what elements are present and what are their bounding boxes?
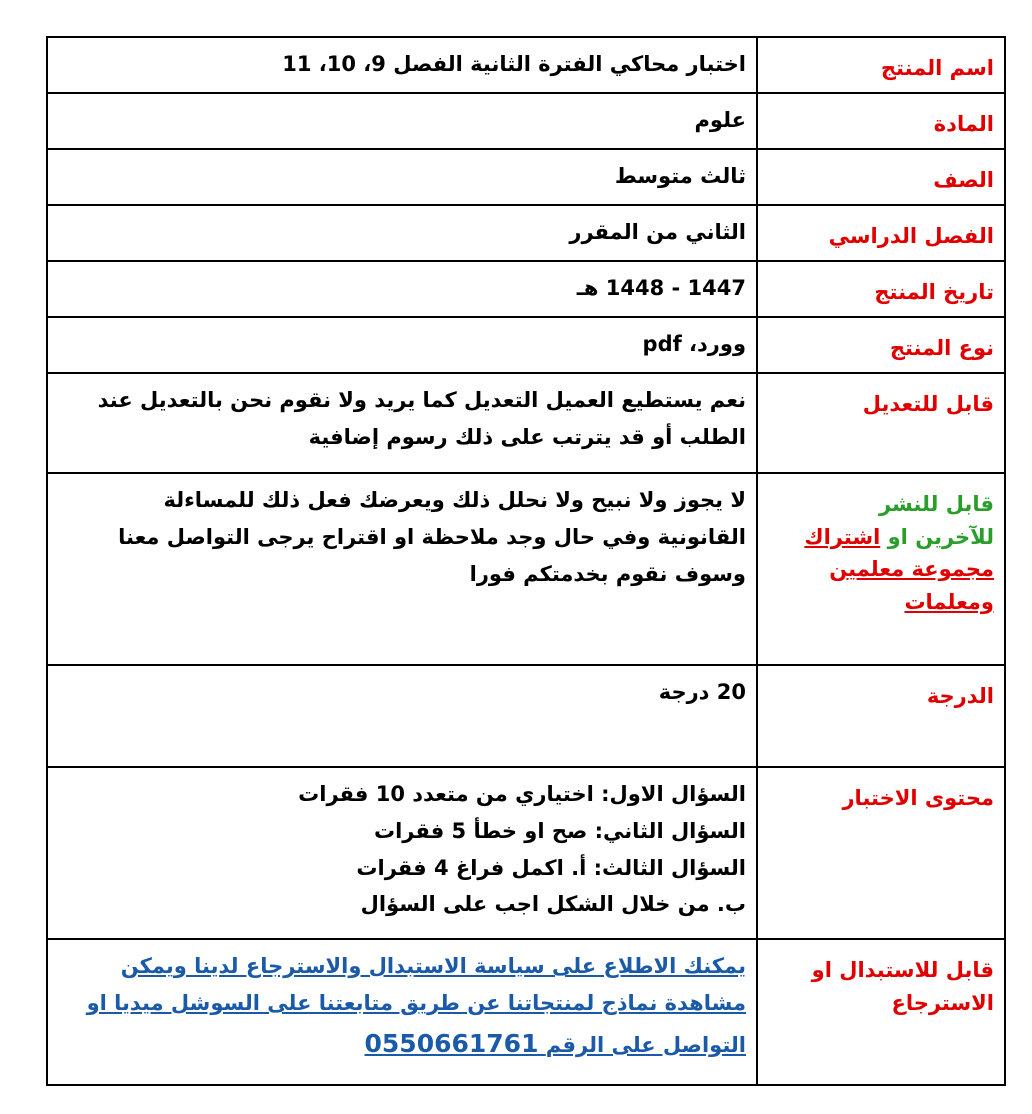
publishing-label-part: مجموعة معلمين — [829, 557, 994, 582]
publishing-label-part: او — [887, 524, 908, 549]
row-grade — [47, 149, 1005, 205]
exchange-line[interactable]: يمكنك الاطلاع على سياسة الاستبدال والاسترجاع لدينا ويمكن — [120, 954, 746, 978]
publishing-label-part: للآخرين — [915, 524, 994, 549]
row-exchange — [47, 939, 1005, 1085]
content-line: السؤال الثالث: أ. اكمل فراغ 4 فقرات — [356, 855, 746, 880]
row-editable — [47, 373, 1005, 473]
publishing-line: وسوف نقوم بخدمتكم فورا — [469, 561, 746, 586]
row-semester — [47, 205, 1005, 261]
row-type — [47, 317, 1005, 373]
value-product-name: اختبار محاكي الفترة الثانية الفصل 9، 10، 11 — [47, 37, 757, 93]
editable-line: نعم يستطيع العميل التعديل كما يريد ولا نقوم نحن بالتعديل عند — [97, 388, 746, 412]
publishing-line: لا يجوز ولا نبيح ولا نحلل ذلك ويعرضك فعل ذلك للمساءلة — [163, 488, 746, 512]
product-spec-table — [46, 36, 1006, 1086]
exchange-label-line: الاسترجاع — [891, 990, 994, 1015]
editable-line: الطلب أو قد يترتب على ذلك رسوم إضافية — [308, 424, 746, 449]
label-date: تاريخ المنتج — [757, 261, 1005, 317]
publishing-label-part: ومعلمات — [904, 589, 994, 614]
exchange-label-line: قابل للاستبدال او — [811, 958, 994, 982]
row-product-name — [47, 37, 1005, 93]
value-content — [47, 767, 757, 939]
label-exchange — [757, 939, 1005, 1085]
value-semester: الثاني من المقرر — [47, 205, 757, 261]
value-editable — [47, 373, 757, 473]
value-exchange — [47, 939, 757, 1085]
value-type: وورد، pdf — [47, 317, 757, 373]
label-score: الدرجة — [757, 665, 1005, 767]
value-grade: ثالث متوسط — [47, 149, 757, 205]
publishing-line: القانونية وفي حال وجد ملاحظة او اقتراح يرجى التواصل معنا — [118, 524, 746, 549]
phone-number[interactable]: 0550661761 — [364, 1028, 539, 1058]
row-score — [47, 665, 1005, 767]
contact-prefix: التواصل على الرقم — [545, 1032, 746, 1057]
publishing-label-part: اشتراك — [804, 524, 881, 549]
row-content — [47, 767, 1005, 939]
value-subject: علوم — [47, 93, 757, 149]
label-content: محتوى الاختبار — [757, 767, 1005, 939]
exchange-contact-line[interactable] — [58, 1022, 746, 1066]
content-line: السؤال الثاني: صح او خطأ 5 فقرات — [374, 818, 746, 843]
content-line: السؤال الاول: اختياري من متعدد 10 فقرات — [298, 782, 746, 806]
label-editable: قابل للتعديل — [757, 373, 1005, 473]
label-product-name: اسم المنتج — [757, 37, 1005, 93]
label-grade: الصف — [757, 149, 1005, 205]
row-subject — [47, 93, 1005, 149]
value-publishing — [47, 473, 757, 665]
label-publishing — [757, 473, 1005, 665]
label-semester: الفصل الدراسي — [757, 205, 1005, 261]
exchange-line[interactable]: مشاهدة نماذج لمنتجاتنا عن طريق متابعتنا على السوشل ميديا او — [86, 990, 746, 1015]
publishing-label-part: قابل للنشر — [878, 492, 994, 516]
label-type: نوع المنتج — [757, 317, 1005, 373]
row-date — [47, 261, 1005, 317]
content-line: ب. من خلال الشكل اجب على السؤال — [360, 892, 746, 917]
label-subject: المادة — [757, 93, 1005, 149]
value-score: 20 درجة — [47, 665, 757, 767]
row-publishing — [47, 473, 1005, 665]
value-date: 1447 - 1448 هـ — [47, 261, 757, 317]
